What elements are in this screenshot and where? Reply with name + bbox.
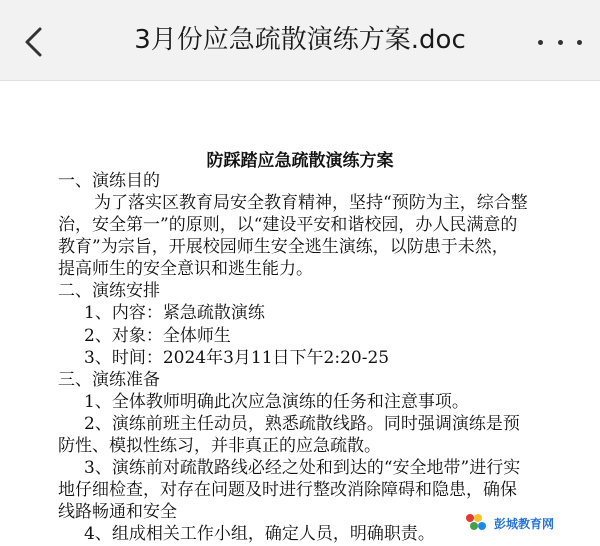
chevron-left-icon xyxy=(23,26,45,58)
list-item: 3、时间：2024年3月11日下午2:20-25 xyxy=(84,348,390,368)
list-item: 2、演练前班主任动员，熟悉疏散线路。同时强调演练是预 xyxy=(84,414,520,434)
paragraph-line: 提高师生的安全意识和逃生能力。 xyxy=(58,259,313,279)
list-item: 3、演练前对疏散路线必经之处和到达的“安全地带”进行实 xyxy=(84,458,521,478)
paragraph-line: 治，安全第一”的原则，以“建设平安和谐校园，办人民满意的 xyxy=(58,215,518,235)
list-item: 2、对象：全体师生 xyxy=(84,326,231,346)
list-item: 4、组成相关工作小组，确定人员，明确职责。 xyxy=(84,524,435,544)
watermark-logo-icon xyxy=(466,514,490,532)
section-heading: 二、演练安排 xyxy=(58,281,160,301)
list-item: 1、全体教师明确此次应急演练的任务和注意事项。 xyxy=(84,392,469,412)
file-title: 3月份应急疏散演练方案.doc xyxy=(134,25,466,55)
list-item: 1、内容：紧急疏散演练 xyxy=(84,303,265,323)
document-viewer[interactable] xyxy=(0,81,600,544)
back-button[interactable] xyxy=(14,22,54,62)
section-heading: 三、演练准备 xyxy=(58,370,160,390)
more-button[interactable] xyxy=(538,28,582,56)
paragraph-line: 为了落实区教育局安全教育精神，坚持“预防为主，综合整 xyxy=(94,193,528,213)
more-dot xyxy=(577,40,582,45)
paragraph-line: 教育”为宗旨，开展校园师生安全逃生演练，以防患于未然， xyxy=(58,237,509,257)
paragraph-line: 地仔细检查，对存在问题及时进行整改消除障碍和隐患，确保 xyxy=(58,480,517,500)
document-title: 防踩踏应急疏散演练方案 xyxy=(206,151,394,171)
app-header xyxy=(0,0,600,81)
watermark-text: 彭城教育网 xyxy=(494,516,555,531)
paragraph-line: 线路畅通和安全 xyxy=(58,502,177,522)
more-dot xyxy=(558,40,563,45)
site-watermark xyxy=(466,512,586,534)
section-heading: 一、演练目的 xyxy=(58,171,160,191)
paragraph-line: 防性、模拟性练习，并非真正的应急疏散。 xyxy=(58,436,381,456)
more-horizontal-icon xyxy=(538,40,543,45)
